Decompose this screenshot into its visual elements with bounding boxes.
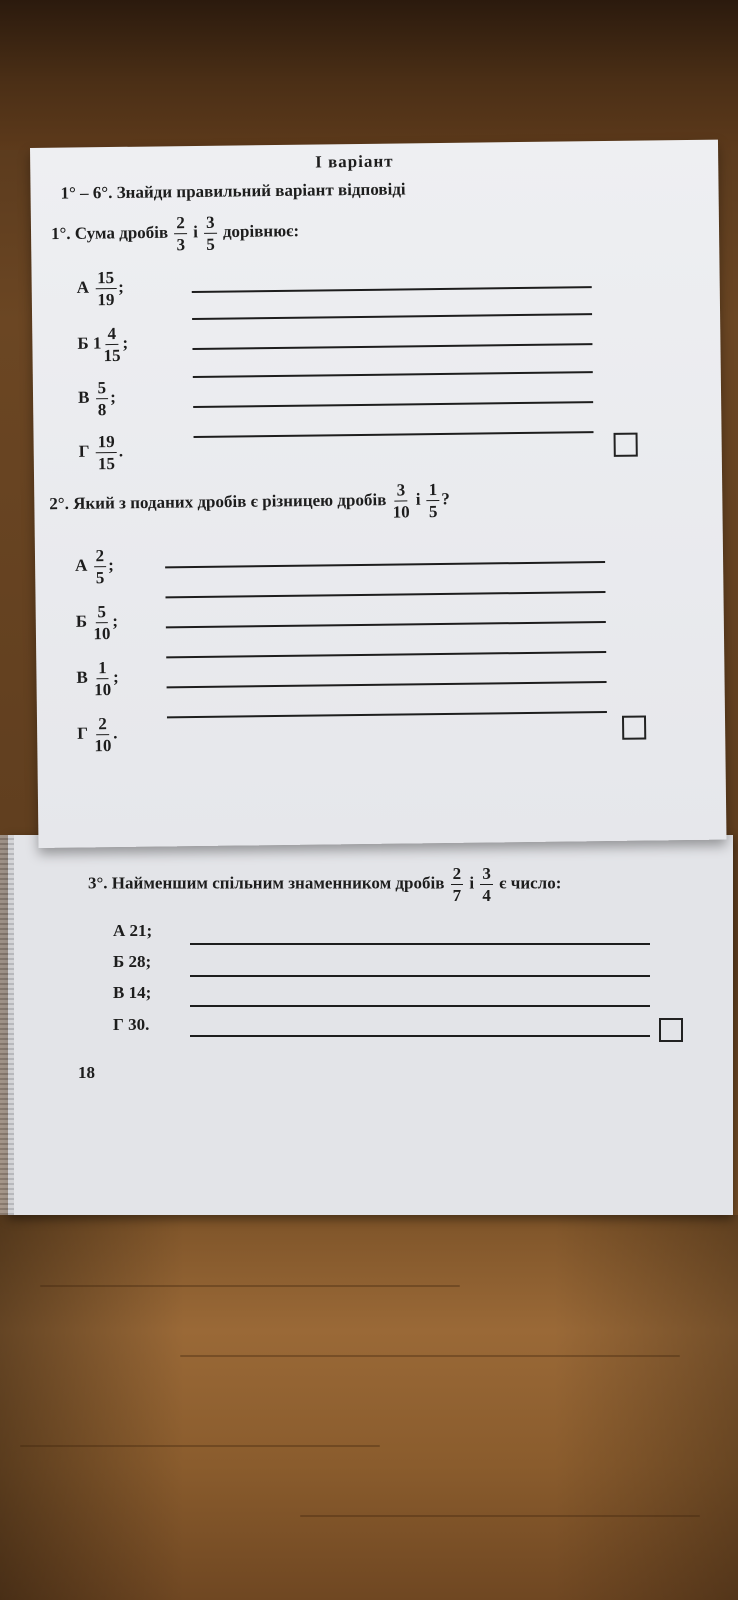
answer-box[interactable] [614, 433, 638, 457]
option-a: А 21; [113, 921, 153, 940]
option-d: Г $\frac{2}{10}$ . [77, 714, 118, 756]
option-d: Г 30. [113, 1015, 150, 1034]
answer-line [192, 343, 592, 349]
worksheet-upper [30, 140, 727, 848]
fraction: $\frac{3}{4}$ [482, 864, 491, 905]
fraction: $\frac{2}{3}$ [176, 213, 186, 255]
table-surface-top [0, 0, 738, 150]
variant-title: І варіант [315, 151, 394, 172]
answer-line [193, 401, 593, 407]
answer-line [193, 371, 593, 377]
worksheet-lower [8, 835, 733, 1215]
answer-line [167, 681, 607, 688]
fraction: $\frac{2}{7}$ [452, 864, 462, 905]
answer-box[interactable] [659, 1018, 683, 1042]
option-a: А $\frac{15}{19}$ ; [76, 267, 125, 310]
option-b: Б 28; [113, 952, 152, 971]
answer-line [167, 711, 607, 718]
option-c: В 14; [113, 983, 152, 1002]
question-2: 2°. Який з поданих дробів є різницею дробів $\frac{3}{10}$ і $\frac{1}{5}$ ? [49, 480, 450, 522]
answer-line [192, 313, 592, 319]
option-a: А $\frac{2}{5}$ ; [74, 546, 114, 588]
answer-line [190, 943, 650, 945]
table-surface-bottom [0, 1215, 738, 1600]
option-c: В $\frac{5}{8}$ ; [77, 378, 116, 420]
fraction: $\frac{1}{5}$ [428, 480, 438, 522]
fraction: $\frac{3}{5}$ [205, 212, 215, 254]
answer-line [166, 621, 606, 628]
answer-line [165, 591, 605, 598]
answer-line [166, 651, 606, 658]
binding-edge [0, 835, 14, 1215]
answer-line [194, 431, 594, 437]
instruction: 1° – 6°. Знайди правильний варіант відповіді [60, 179, 406, 203]
answer-line [192, 286, 592, 292]
fraction: $\frac{3}{10}$ [392, 480, 410, 522]
option-b: Б $\frac{5}{10}$ ; [75, 602, 119, 644]
answer-line [190, 1035, 650, 1037]
question-3: 3°. Найменшим спільним знаменником дробів $\frac{2}{7}$ і $\frac{3}{4}$ є число: [88, 864, 562, 905]
answer-box[interactable] [622, 716, 646, 740]
option-b: Б 1 $\frac{4}{15}$ ; [77, 323, 129, 366]
option-c: В $\frac{1}{10}$ ; [76, 658, 119, 700]
question-1: 1°. Сума дробів $\frac{2}{3}$ і $\frac{3}{5}$ дорівнює: [50, 212, 300, 255]
page-number: 18 [78, 1063, 95, 1082]
answer-line [190, 1005, 650, 1007]
answer-line [165, 561, 605, 568]
option-d: Г $\frac{19}{15}$ . [78, 431, 124, 474]
answer-line [190, 975, 650, 977]
